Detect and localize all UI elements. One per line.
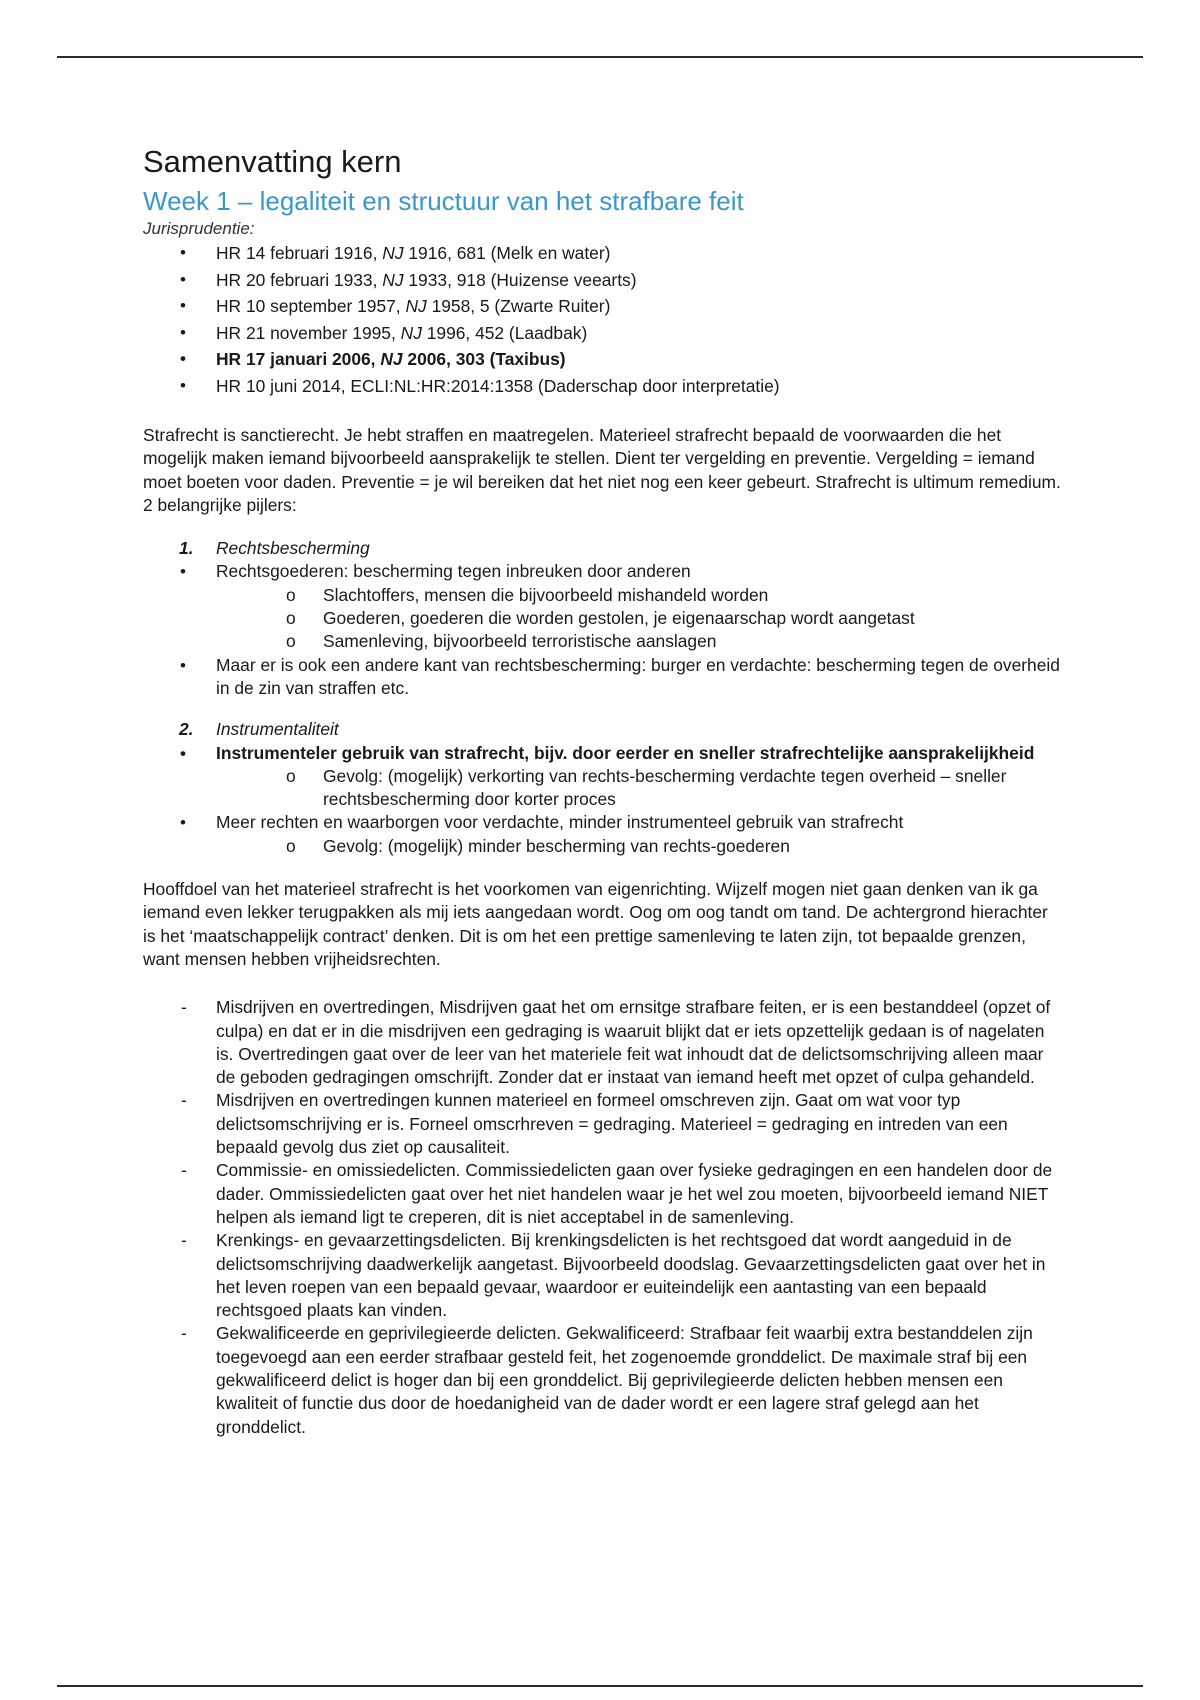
bottom-rule (57, 1685, 1143, 1687)
pillar-2 (143, 718, 1063, 858)
case-item: • HR 10 september 1957, NJ 1958, 5 (Zwarte Ruiter) (143, 293, 1063, 320)
pillar-1-bullet: • Rechtsgoederen: bescherming tegen inbreuken door anderen (143, 560, 1063, 583)
distinction-list (143, 996, 1063, 1439)
pillar-2-bullet: • Meer rechten en waarborgen voor verdachte, minder instrumenteel gebruik van strafrecht (143, 811, 1063, 834)
document-title: Samenvatting kern (143, 144, 402, 179)
distinction-item: - Misdrijven en overtredingen, Misdrijven gaat het om ernsitge strafbare feiten, er is een bestanddeel (opzet of culpa) en dat er in die misdrijven een gedraging is waaruit blijkt dat er iets opzettelijk gedaan is of nagelaten is. Overtredingen gaat over de leer van het materiele feit wat inhoudt dat de delictsomschrijving alleen maar de geboden gedragingen omschrijft. Zonder dat er instaat van iemand heeft met opzet of culpa gehandeld. (143, 996, 1063, 1089)
week-heading: Week 1 – legaliteit en structuur van het strafbare feit (143, 186, 744, 216)
pillar-1-subitem: o Goederen, goederen die worden gestolen, je eigenaarschap wordt aangetast (143, 607, 1063, 630)
distinction-item: - Misdrijven en overtredingen kunnen materieel en formeel omschreven zijn. Gaat om wat voor typ delictsomschrijving er is. Forneel omscrhreven = gedraging. Materieel = gedraging en intreden van een bepaald gevolg dus ziet op causaliteit. (143, 1089, 1063, 1159)
distinction-item: - Gekwalificeerde en geprivilegieerde delicten. Gekwalificeerd: Strafbaar feit waarbij extra bestanddelen zijn toegevoegd aan een eerder strafbaar gesteld feit, het zogenoemde gronddelict. De maximale straf bij een gekwalificeerd delict is hoger dan bij een gronddelict. Bij geprivilegieerde delicten hebben mensen een kwaliteit of functie dus door de hoedanigheid van de dader wordt er een lagere straf gelegd aan het gronddelict. (143, 1322, 1063, 1438)
case-item: • HR 20 februari 1933, NJ 1933, 918 (Huizense veearts) (143, 267, 1063, 294)
pillar-2-heading: 2. Instrumentaliteit (179, 719, 339, 740)
pillar-2-subitem: o Gevolg: (mogelijk) minder bescherming van rechts-goederen (143, 835, 1063, 858)
intro-paragraph: Strafrecht is sanctierecht. Je hebt straffen en maatregelen. Materieel strafrecht bepaald de voorwaarden die het mogelijk maken iemand bijvoorbeeld aansprakelijk te stellen. Dient ter vergelding en preventie. Vergelding = iemand moet boeten voor daden. Preventie = je wil bereiken dat het niet nog een keer gebeurt. Strafrecht is ultimum remedium. 2 belangrijke pijlers: (143, 425, 1061, 515)
pillar-2-subitem: o Gevolg: (mogelijk) verkorting van rechts-bescherming verdachte tegen overheid – sneller rechtsbescherming door korter proces (143, 765, 1063, 812)
case-item: • HR 14 februari 1916, NJ 1916, 681 (Melk en water) (143, 240, 1063, 267)
case-list (143, 240, 1063, 399)
pillar-1-heading: 1. Rechtsbescherming (179, 538, 370, 559)
pillar-1-subitem: o Samenleving, bijvoorbeeld terroristische aanslagen (143, 630, 1063, 653)
hoofddoel-paragraph: Hooffdoel van het materieel strafrecht is het voorkomen van eigenrichting. Wijzelf mogen niet gaan denken van ik ga iemand even lekker terugpakken als mij iets aangedaan wordt. Oog om oog tandt om tand. De achtergrond hierachter is het ‘maatschappelijk contract’ denken. Dit is om het een prettige samenleving te laten zijn, tot bepaalde grenzen, want mensen hebben vrijheidsrechten. (143, 879, 1048, 969)
case-item-bold: • HR 17 januari 2006, NJ 2006, 303 (Taxibus) (143, 346, 1063, 373)
pillar-1-bullet: • Maar er is ook een andere kant van rechtsbescherming: burger en verdachte: bescherming tegen de overheid in de zin van straffen etc. (143, 654, 1063, 701)
pillar-1-subitem: o Slachtoffers, mensen die bijvoorbeeld mishandeld worden (143, 584, 1063, 607)
pillar-2-bullet-bold: • Instrumenteler gebruik van strafrecht, bijv. door eerder en sneller strafrechtelijke aansprakelijkheid (143, 742, 1063, 765)
distinction-item: - Krenkings- en gevaarzettingsdelicten. Bij krenkingsdelicten is het rechtsgoed dat wordt aangeduid in de delictsomschrijving daadwerkelijk aangetast. Bijvoorbeeld doodslag. Gevaarzettingsdelicten gaat over het in het leven roepen van een bepaald gevaar, waardoor er euiteindelijk een aantasting van een bepaald rechtsgoed plaats kan vinden. (143, 1229, 1063, 1322)
pillar-1 (143, 537, 1063, 700)
document-body (143, 142, 1063, 1439)
distinction-item: - Commissie- en omissiedelicten. Commissiedelicten gaan over fysieke gedragingen en een handelen door de dader. Ommissiedelicten gaat over het niet handelen waar je het wel zou moeten, bijvoorbeeld iemand NIET helpen als iemand ligt te creperen, dit is niet acceptabel in de samenleving. (143, 1159, 1063, 1229)
case-item: • HR 10 juni 2014, ECLI:NL:HR:2014:1358 (Daderschap door interpretatie) (143, 373, 1063, 400)
jurisprudentie-label: Jurisprudentie: (143, 219, 255, 238)
case-item: • HR 21 november 1995, NJ 1996, 452 (Laadbak) (143, 320, 1063, 347)
top-rule (57, 56, 1143, 58)
